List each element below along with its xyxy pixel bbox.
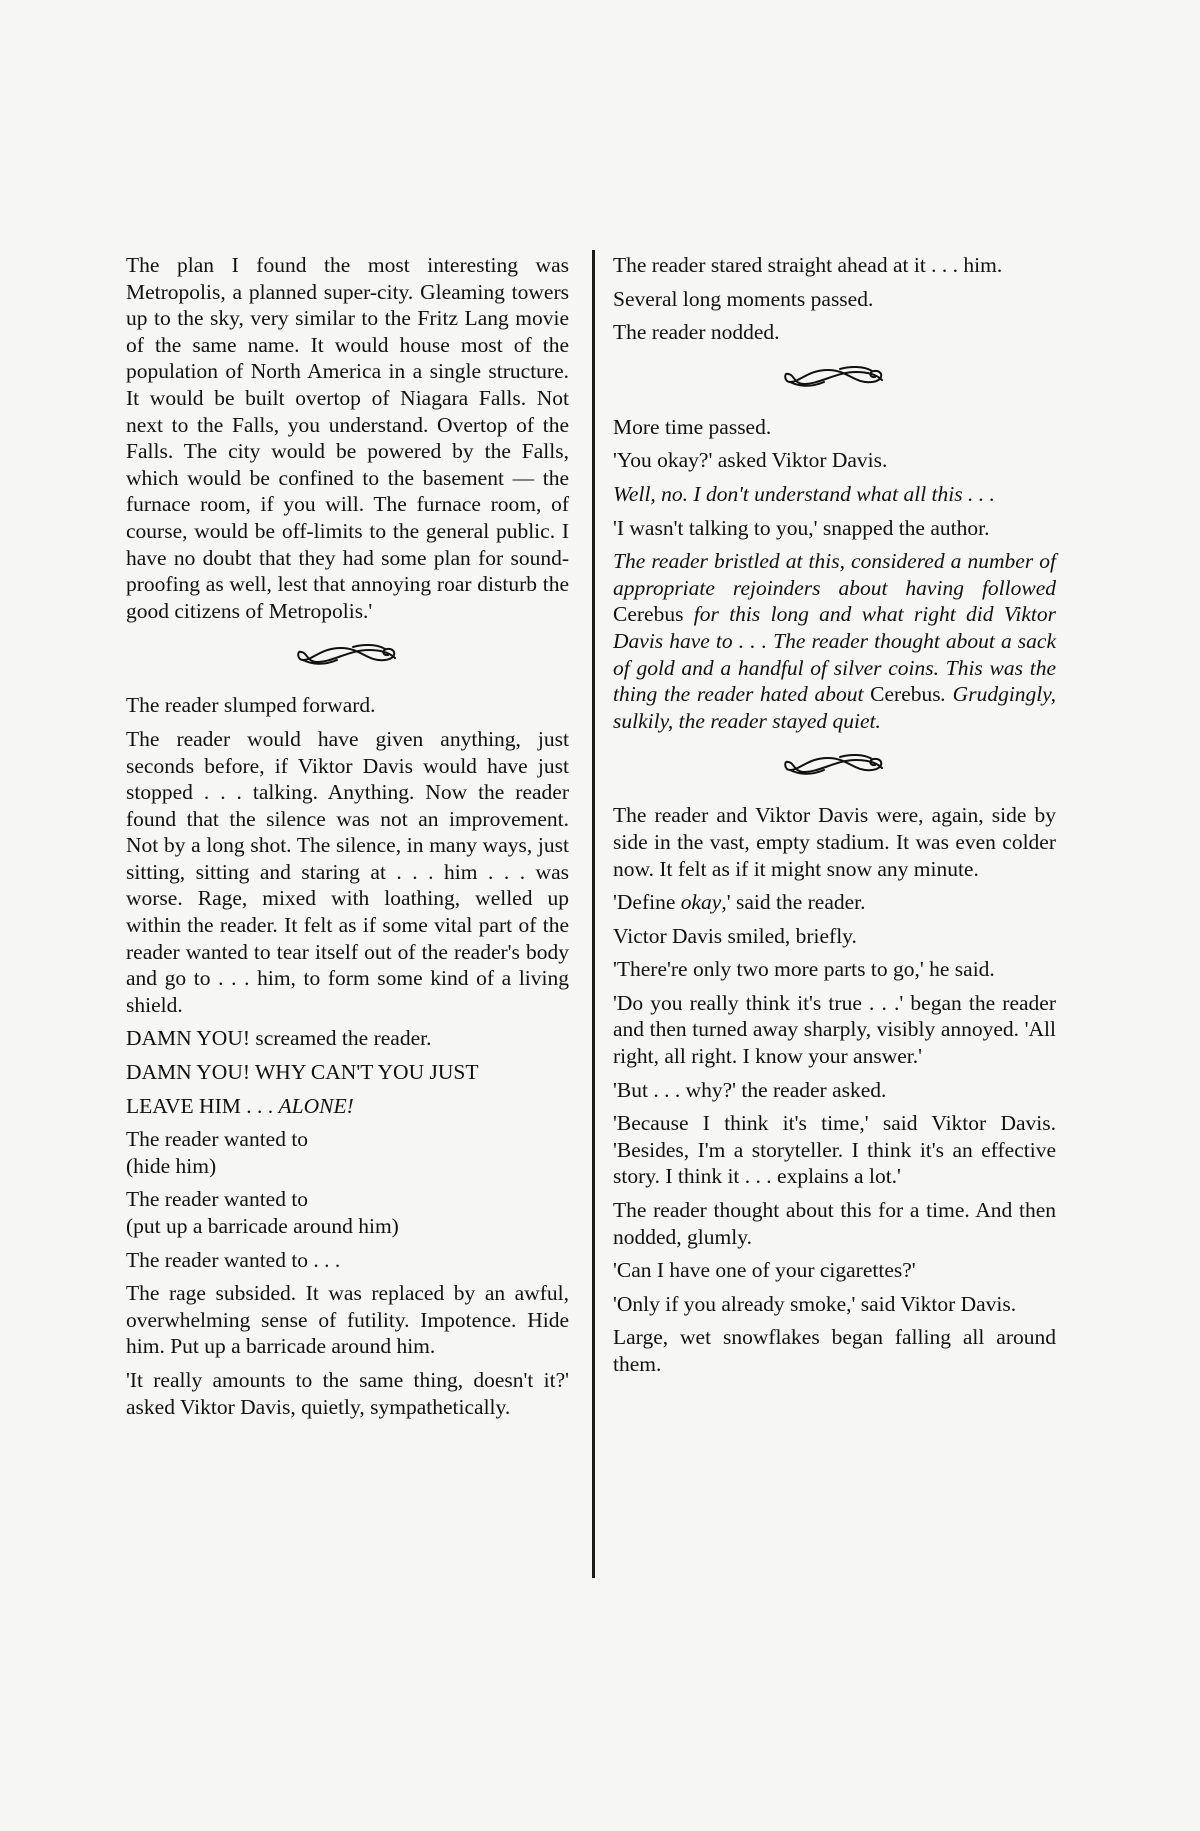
paragraph-snowflakes: Large, wet snowflakes began falling all around them.: [613, 1325, 1056, 1376]
paragraph-moments: Several long moments passed.: [613, 286, 874, 311]
okay-text: okay: [680, 890, 722, 915]
bristled-text-1: The reader bristled at this, considered a number of appropriate rejoinders about having followed: [613, 549, 1056, 600]
paragraph-why: 'But . . . why?' the reader asked.: [613, 1077, 887, 1102]
bristled-text-2: for this long and what right did Viktor Davis have to . . . The reader thought about a sack of gold and a handful of silver coins. This was the thing the reader hated about: [613, 602, 1056, 707]
paragraph-stared: The reader stared straight ahead at it . . . him.: [613, 253, 1003, 277]
said-reader-text: ,' said the reader.: [721, 890, 866, 915]
paragraph-cigarettes: 'Can I have one of your cigarettes?': [613, 1258, 916, 1283]
right-column: [613, 252, 1056, 1385]
paragraph-wanted-to: The reader wanted to . . .: [126, 1247, 341, 1272]
paragraph-metropolis: The plan I found the most interesting was Metropolis, a planned super-city. Gleaming towers up to the sky, very similar to the Fritz Lang movie of the same name. It would house most of the population of North America in a single structure. It would be built overtop of Niagara Falls. Not next to the Falls, you understand. Overtop of the Falls. The city would be powered by the Falls, which would be confined to the basement — the furnace room, if you will. The furnace room, of course, would be off-limits to the general public. I have no doubt that they had some plan for sound-proofing as well, lest that annoying roar disturb the good citizens of Metropolis.': [126, 253, 569, 623]
paragraph-really-true: 'Do you really think it's true . . .' began the reader and then turned away sharply, visibly annoyed. 'All right, all right. I know your answer.': [613, 990, 1056, 1069]
paragraph-two-parts: 'There're only two more parts to go,' he said.: [613, 957, 995, 982]
column-divider: [592, 250, 595, 1578]
paragraph-slumped: The reader slumped forward.: [126, 693, 376, 718]
paragraph-more-time: More time passed.: [613, 414, 772, 439]
scroll-flourish-icon: [613, 748, 1056, 782]
wanted-to-text: The reader wanted to: [126, 1187, 309, 1212]
cerebus-title: Cerebus: [870, 682, 941, 707]
paragraph-rage: The reader would have given anything, just seconds before, if Viktor Davis would have just stopped . . . talking. Anything. Now the reader found that the silence was not an improvement. Not by a long shot. The silence, in many ways, just sitting, sitting and staring at . . . him . . . was worse. Rage, mixed with loathing, welled up within the reader. It felt as if some vital part of the reader wanted to tear itself out of the reader's body and go to . . . him, to form some kind of a living shield.: [126, 726, 569, 1017]
paragraph-bristled: [613, 548, 1056, 734]
wanted-to-text: The reader wanted to: [126, 1127, 309, 1152]
paragraph-snapped: 'I wasn't talking to you,' snapped the author.: [613, 515, 990, 540]
paragraph-you-okay: 'You okay?' asked Viktor Davis.: [613, 448, 888, 473]
paragraph-subsided: The rage subsided. It was replaced by an awful, overwhelming sense of futility. Impotence. Hide him. Put up a barricade around him.: [126, 1281, 569, 1359]
scroll-flourish-icon: [613, 360, 1056, 394]
paragraph-barricade: [126, 1186, 569, 1239]
leave-him-text: LEAVE HIM . . .: [126, 1093, 279, 1118]
paragraph-damn-you: DAMN YOU! screamed the reader.: [126, 1026, 432, 1051]
paragraph-define-okay: [613, 889, 1056, 916]
paragraph-glumly: The reader thought about this for a time. And then nodded, glumly.: [613, 1198, 1056, 1249]
paragraph-stadium: The reader and Viktor Davis were, again, side by side in the vast, empty stadium. It was even colder now. It felt as if it might snow any minute.: [613, 803, 1056, 881]
alone-text: ALONE!: [278, 1093, 354, 1118]
bristled-text-3: . Grudgingly, sulkily, the reader stayed quiet.: [613, 682, 1056, 733]
paragraph-smoke: 'Only if you already smoke,' said Viktor Davis.: [613, 1291, 1017, 1316]
paragraph-leave-him: [126, 1093, 569, 1120]
paragraph-why-cant: DAMN YOU! WHY CAN'T YOU JUST: [126, 1060, 479, 1085]
left-column: [126, 252, 569, 1427]
hide-him-text: (hide him): [126, 1153, 217, 1178]
barricade-text: (put up a barricade around him): [126, 1214, 399, 1238]
paragraph-smiled: Victor Davis smiled, briefly.: [613, 923, 857, 948]
paragraph-same-thing: 'It really amounts to the same thing, doesn't it?' asked Viktor Davis, quietly, sympathetically.: [126, 1367, 569, 1419]
paragraph-its-time: 'Because I think it's time,' said Viktor Davis. 'Besides, I'm a storyteller. I think it's an effective story. I think it . . . explains a lot.': [613, 1111, 1056, 1189]
paragraph-well-no: Well, no. I don't understand what all this . . .: [613, 481, 995, 506]
define-text: 'Define: [613, 890, 681, 915]
scroll-flourish-icon: [126, 638, 569, 672]
paragraph-hide-him: [126, 1126, 569, 1179]
paragraph-nodded: The reader nodded.: [613, 320, 780, 345]
cerebus-title: Cerebus: [613, 602, 684, 627]
